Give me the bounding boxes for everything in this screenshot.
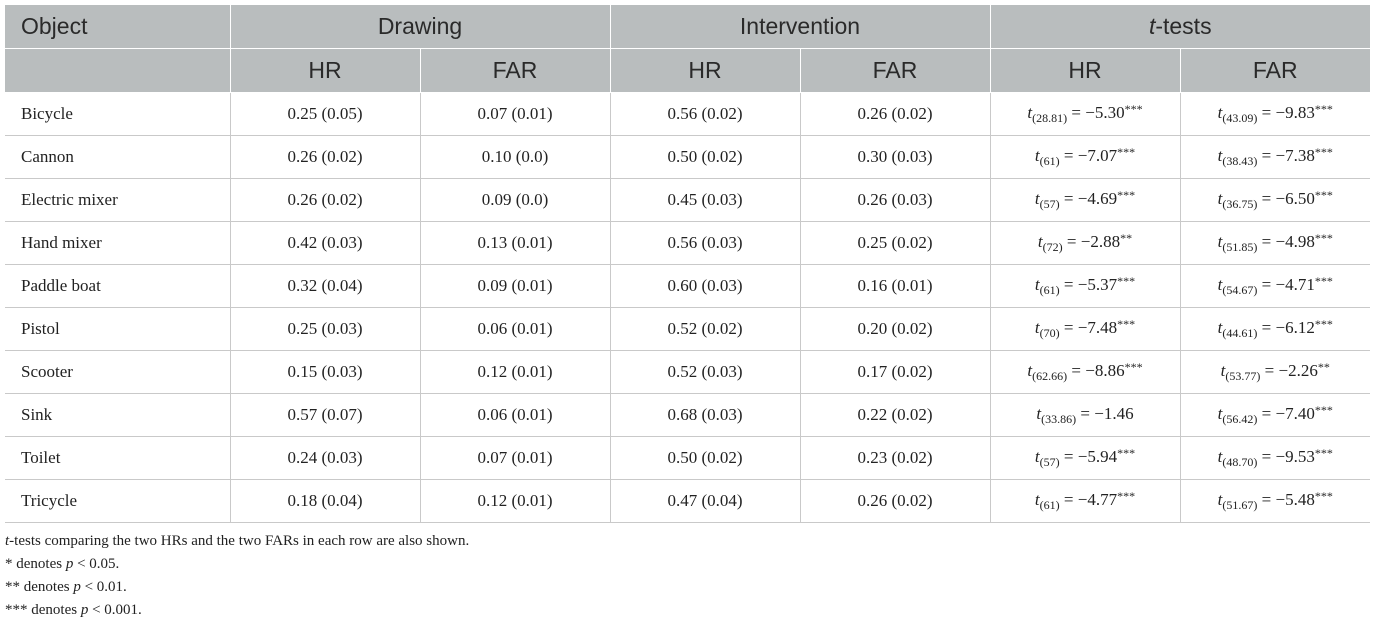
header-ttests-far: FAR — [1180, 49, 1370, 93]
header-ttests-t: t — [1148, 13, 1156, 39]
significance-stars: *** — [1314, 403, 1333, 417]
significance-stars: *** — [1314, 317, 1333, 331]
t-value: = −4.71 — [1257, 275, 1315, 294]
cell-ttest-far — [1180, 93, 1370, 136]
cell-ttest-hr — [990, 179, 1180, 222]
cell-object: Cannon — [5, 136, 230, 179]
cell-intervention-hr: 0.52 (0.02) — [610, 308, 800, 351]
t-value: = −4.77 — [1059, 490, 1118, 509]
cell-ttest-far — [1180, 351, 1370, 394]
table-body — [5, 93, 1370, 523]
table-row — [5, 308, 1370, 351]
significance-stars: ** — [1317, 360, 1330, 374]
cell-drawing-far: 0.12 (0.01) — [420, 480, 610, 523]
t-symbol: t — [1217, 404, 1223, 423]
degrees-of-freedom: (57) — [1039, 197, 1060, 211]
note-triple-star-pre: *** denotes — [5, 602, 81, 618]
t-symbol: t — [1027, 103, 1033, 122]
t-symbol: t — [1034, 318, 1040, 337]
significance-stars: *** — [1117, 145, 1136, 159]
cell-drawing-far: 0.13 (0.01) — [420, 222, 610, 265]
significance-stars: *** — [1117, 188, 1136, 202]
cell-object: Toilet — [5, 437, 230, 480]
significance-stars: *** — [1314, 446, 1333, 460]
cell-drawing-far: 0.09 (0.0) — [420, 179, 610, 222]
cell-ttest-far — [1180, 437, 1370, 480]
cell-object: Hand mixer — [5, 222, 230, 265]
cell-object: Tricycle — [5, 480, 230, 523]
cell-intervention-far: 0.22 (0.02) — [800, 394, 990, 437]
t-symbol: t — [1034, 146, 1040, 165]
note-double-star — [5, 576, 469, 599]
degrees-of-freedom: (54.67) — [1222, 283, 1258, 297]
t-symbol: t — [1034, 490, 1040, 509]
degrees-of-freedom: (38.43) — [1222, 154, 1258, 168]
cell-ttest-far — [1180, 480, 1370, 523]
cell-ttest-far — [1180, 179, 1370, 222]
t-value: = −9.83 — [1257, 103, 1315, 122]
t-value: = −5.30 — [1067, 103, 1125, 122]
significance-stars: *** — [1314, 231, 1333, 245]
degrees-of-freedom: (61) — [1039, 283, 1060, 297]
t-value: = −7.38 — [1257, 146, 1315, 165]
header-intervention-hr: HR — [610, 49, 800, 93]
cell-drawing-far: 0.07 (0.01) — [420, 437, 610, 480]
significance-stars: *** — [1314, 188, 1333, 202]
cell-ttest-far — [1180, 394, 1370, 437]
header-ttests-hr: HR — [990, 49, 1180, 93]
significance-stars: *** — [1314, 489, 1333, 503]
cell-drawing-hr: 0.26 (0.02) — [230, 136, 420, 179]
t-symbol: t — [1034, 447, 1040, 466]
table-row — [5, 394, 1370, 437]
cell-intervention-hr: 0.50 (0.02) — [610, 437, 800, 480]
cell-intervention-far: 0.17 (0.02) — [800, 351, 990, 394]
header-ttests-rest: -tests — [1155, 13, 1212, 39]
t-value: = −7.48 — [1059, 318, 1118, 337]
cell-ttest-hr — [990, 394, 1180, 437]
cell-drawing-hr: 0.26 (0.02) — [230, 179, 420, 222]
note-double-star-pre: ** denotes — [5, 579, 74, 595]
header-ttests — [990, 5, 1370, 49]
significance-stars: *** — [1117, 489, 1136, 503]
significance-stars: *** — [1117, 274, 1136, 288]
note-single-star-p: p — [65, 556, 74, 572]
t-symbol: t — [1034, 275, 1040, 294]
degrees-of-freedom: (53.77) — [1225, 369, 1261, 383]
cell-intervention-far: 0.23 (0.02) — [800, 437, 990, 480]
degrees-of-freedom: (36.75) — [1222, 197, 1258, 211]
cell-drawing-hr: 0.15 (0.03) — [230, 351, 420, 394]
table-row — [5, 179, 1370, 222]
cell-drawing-far: 0.07 (0.01) — [420, 93, 610, 136]
degrees-of-freedom: (57) — [1039, 455, 1060, 469]
t-symbol: t — [1217, 490, 1223, 509]
header-row-subgroups — [5, 49, 1370, 93]
cell-ttest-hr — [990, 351, 1180, 394]
table-header — [5, 5, 1370, 93]
significance-stars: ** — [1120, 231, 1133, 245]
cell-intervention-far: 0.30 (0.03) — [800, 136, 990, 179]
cell-ttest-far — [1180, 308, 1370, 351]
note-single-star-pre: * denotes — [5, 556, 66, 572]
significance-stars: *** — [1314, 145, 1333, 159]
degrees-of-freedom: (72) — [1042, 240, 1063, 254]
t-symbol: t — [1036, 404, 1042, 423]
table-row — [5, 480, 1370, 523]
header-drawing-far: FAR — [420, 49, 610, 93]
degrees-of-freedom: (56.42) — [1222, 412, 1258, 426]
significance-stars: *** — [1124, 360, 1143, 374]
note-single-star — [5, 553, 469, 576]
t-symbol: t — [1217, 275, 1223, 294]
degrees-of-freedom: (61) — [1039, 154, 1060, 168]
t-symbol: t — [1217, 447, 1223, 466]
note-single-star-post: < 0.05. — [73, 556, 120, 572]
degrees-of-freedom: (48.70) — [1222, 455, 1258, 469]
cell-intervention-hr: 0.68 (0.03) — [610, 394, 800, 437]
table-row — [5, 136, 1370, 179]
cell-intervention-hr: 0.50 (0.02) — [610, 136, 800, 179]
cell-ttest-hr — [990, 136, 1180, 179]
cell-intervention-hr: 0.45 (0.03) — [610, 179, 800, 222]
table-row — [5, 437, 1370, 480]
degrees-of-freedom: (44.61) — [1222, 326, 1258, 340]
cell-object: Sink — [5, 394, 230, 437]
cell-ttest-far — [1180, 222, 1370, 265]
header-intervention-far: FAR — [800, 49, 990, 93]
cell-object: Electric mixer — [5, 179, 230, 222]
degrees-of-freedom: (51.67) — [1222, 498, 1258, 512]
cell-drawing-far: 0.09 (0.01) — [420, 265, 610, 308]
header-intervention: Intervention — [610, 5, 990, 49]
cell-drawing-far: 0.06 (0.01) — [420, 308, 610, 351]
t-symbol: t — [1220, 361, 1226, 380]
t-symbol: t — [1034, 189, 1040, 208]
t-value: = −4.98 — [1257, 232, 1315, 251]
t-value: = −1.46 — [1076, 404, 1134, 423]
header-drawing: Drawing — [230, 5, 610, 49]
cell-drawing-hr: 0.18 (0.04) — [230, 480, 420, 523]
significance-stars: *** — [1117, 446, 1136, 460]
t-value: = −2.88 — [1062, 232, 1121, 251]
significance-stars: *** — [1314, 102, 1333, 116]
note-triple-star-p: p — [80, 602, 89, 618]
note-ttests — [5, 530, 469, 553]
t-symbol: t — [1027, 361, 1033, 380]
cell-ttest-hr — [990, 308, 1180, 351]
header-blank — [5, 49, 230, 93]
significance-stars: *** — [1314, 274, 1333, 288]
cell-ttest-far — [1180, 265, 1370, 308]
cell-ttest-hr — [990, 265, 1180, 308]
t-value: = −6.50 — [1257, 189, 1315, 208]
degrees-of-freedom: (61) — [1039, 498, 1060, 512]
cell-intervention-hr: 0.56 (0.03) — [610, 222, 800, 265]
cell-drawing-hr: 0.57 (0.07) — [230, 394, 420, 437]
t-value: = −5.94 — [1059, 447, 1118, 466]
table-row — [5, 265, 1370, 308]
cell-intervention-far: 0.16 (0.01) — [800, 265, 990, 308]
t-symbol: t — [1217, 232, 1223, 251]
note-triple-star — [5, 599, 469, 622]
cell-drawing-far: 0.12 (0.01) — [420, 351, 610, 394]
header-drawing-hr: HR — [230, 49, 420, 93]
cell-intervention-hr: 0.60 (0.03) — [610, 265, 800, 308]
t-value: = −7.07 — [1059, 146, 1118, 165]
t-value: = −8.86 — [1067, 361, 1125, 380]
cell-object: Scooter — [5, 351, 230, 394]
significance-stars: *** — [1117, 317, 1136, 331]
t-value: = −9.53 — [1257, 447, 1315, 466]
cell-intervention-hr: 0.47 (0.04) — [610, 480, 800, 523]
cell-drawing-far: 0.10 (0.0) — [420, 136, 610, 179]
cell-intervention-far: 0.20 (0.02) — [800, 308, 990, 351]
t-symbol: t — [1217, 189, 1223, 208]
cell-object: Pistol — [5, 308, 230, 351]
table-row — [5, 93, 1370, 136]
note-double-star-post: < 0.01. — [80, 579, 127, 595]
cell-object: Bicycle — [5, 93, 230, 136]
t-value: = −6.12 — [1257, 318, 1315, 337]
degrees-of-freedom: (62.66) — [1032, 369, 1068, 383]
t-value: = −5.48 — [1257, 490, 1315, 509]
results-table — [5, 5, 1370, 523]
table-row — [5, 351, 1370, 394]
t-value: = −7.40 — [1257, 404, 1315, 423]
t-symbol: t — [1217, 146, 1223, 165]
cell-intervention-hr: 0.56 (0.02) — [610, 93, 800, 136]
cell-ttest-hr — [990, 93, 1180, 136]
cell-drawing-hr: 0.25 (0.03) — [230, 308, 420, 351]
cell-object: Paddle boat — [5, 265, 230, 308]
cell-drawing-hr: 0.24 (0.03) — [230, 437, 420, 480]
cell-ttest-hr — [990, 222, 1180, 265]
note-double-star-p: p — [73, 579, 81, 595]
cell-drawing-hr: 0.25 (0.05) — [230, 93, 420, 136]
header-row-groups — [5, 5, 1370, 49]
t-value: = −5.37 — [1059, 275, 1118, 294]
cell-intervention-hr: 0.52 (0.03) — [610, 351, 800, 394]
cell-intervention-far: 0.25 (0.02) — [800, 222, 990, 265]
cell-intervention-far: 0.26 (0.02) — [800, 480, 990, 523]
table-row — [5, 222, 1370, 265]
t-symbol: t — [1217, 318, 1223, 337]
cell-ttest-hr — [990, 437, 1180, 480]
cell-intervention-far: 0.26 (0.03) — [800, 179, 990, 222]
degrees-of-freedom: (43.09) — [1222, 111, 1258, 125]
degrees-of-freedom: (70) — [1039, 326, 1060, 340]
note-ttests-text: -tests comparing the two HRs and the two FARs in each row are also shown. — [9, 533, 470, 549]
t-symbol: t — [1037, 232, 1043, 251]
degrees-of-freedom: (51.85) — [1222, 240, 1258, 254]
cell-drawing-far: 0.06 (0.01) — [420, 394, 610, 437]
table-notes — [5, 530, 469, 622]
cell-ttest-hr — [990, 480, 1180, 523]
degrees-of-freedom: (33.86) — [1041, 412, 1077, 426]
results-table-container — [5, 5, 1370, 523]
cell-drawing-hr: 0.32 (0.04) — [230, 265, 420, 308]
cell-ttest-far — [1180, 136, 1370, 179]
significance-stars: *** — [1124, 102, 1143, 116]
note-triple-star-post: < 0.001. — [88, 602, 142, 618]
t-value: = −4.69 — [1059, 189, 1118, 208]
t-symbol: t — [1217, 103, 1223, 122]
degrees-of-freedom: (28.81) — [1032, 111, 1068, 125]
t-value: = −2.26 — [1260, 361, 1318, 380]
header-object: Object — [5, 5, 230, 49]
cell-drawing-hr: 0.42 (0.03) — [230, 222, 420, 265]
cell-intervention-far: 0.26 (0.02) — [800, 93, 990, 136]
note-ttests-t: t — [5, 533, 10, 549]
